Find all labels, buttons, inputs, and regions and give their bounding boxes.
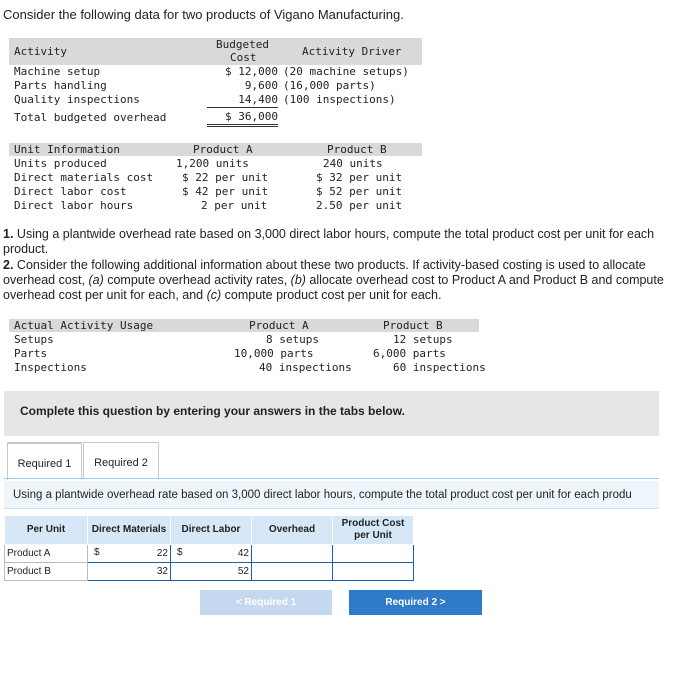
unit-row-label: Units produced xyxy=(14,157,107,170)
unit-row-a: $ 42 per unit xyxy=(182,185,269,198)
activity-cost: $ 12,000 xyxy=(225,65,278,78)
product-a-header: Product A xyxy=(193,143,253,156)
direct-materials-input[interactable]: 32 xyxy=(88,563,171,581)
activity-cost: 14,400 xyxy=(207,93,278,108)
activity-name: Machine setup xyxy=(14,65,101,78)
product-b-header: Product B xyxy=(327,143,387,156)
usage-row-label: Setups xyxy=(14,333,54,346)
unit-row-label: Direct materials cost xyxy=(14,171,154,184)
unit-row-b: $ 52 per unit xyxy=(316,185,403,198)
col-direct-materials: Direct Materials xyxy=(88,516,171,545)
unit-row-a: 1,200 units xyxy=(176,157,249,170)
tab-required-1[interactable]: Required 1 xyxy=(7,442,82,480)
usage-a-header: Product A xyxy=(249,319,309,332)
unit-row-b: 2.50 per unit xyxy=(316,199,403,212)
complete-banner: Complete this question by entering your answers in the tabs below. xyxy=(4,391,659,436)
unit-row-label: Direct labor cost xyxy=(14,185,127,198)
unit-row-b: 240 units xyxy=(323,157,383,170)
direct-labor-input[interactable]: 52 xyxy=(171,563,252,581)
prev-button[interactable]: < Required 1 xyxy=(200,590,332,615)
usage-header: Actual Activity Usage xyxy=(14,319,154,332)
activity-driver: (100 inspections) xyxy=(283,93,396,106)
col-direct-labor: Direct Labor xyxy=(171,516,252,545)
question-2: 2. Consider the following additional information about these two products. If activity-based costing is used to allocate overhead cost, (a) compute overhead activity rates, (b) allocate overhead cost to Product A and Product B and compute overhead cost per unit for each, and (c) compute product cost per unit for each. xyxy=(3,258,664,302)
table-row xyxy=(5,545,414,563)
unit-row-a: $ 22 per unit xyxy=(182,171,269,184)
usage-row-label: Inspections xyxy=(14,361,87,374)
activity-name: Quality inspections xyxy=(14,93,140,106)
budgeted-header-1: Budgeted xyxy=(216,38,269,51)
activity-name: Parts handling xyxy=(14,79,107,92)
unit-row-a: 2 per unit xyxy=(201,199,268,212)
driver-header: Activity Driver xyxy=(302,45,402,58)
question-1: 1. Using a plantwide overhead rate based on 3,000 direct labor hours, compute the total product cost per unit for each product. xyxy=(3,227,655,256)
col-overhead: Overhead xyxy=(252,516,333,545)
usage-row-a: 40 inspections xyxy=(259,361,352,374)
usage-row-b: 6,000 parts xyxy=(373,347,446,360)
unit-header: Unit Information xyxy=(14,143,120,156)
answer-table xyxy=(4,515,414,581)
intro-text: Consider the following data for two products of Vigano Manufacturing. xyxy=(3,7,404,22)
table-row xyxy=(5,563,414,581)
total-overhead-label: Total budgeted overhead xyxy=(14,111,167,124)
direct-labor-input[interactable]: $ 42 xyxy=(171,545,252,563)
product-cost-input[interactable] xyxy=(333,563,414,581)
usage-b-header: Product B xyxy=(383,319,443,332)
usage-row-b: 12 setups xyxy=(393,333,453,346)
product-cost-input[interactable] xyxy=(333,545,414,563)
budgeted-header-2: Cost xyxy=(230,51,257,64)
usage-row-label: Parts xyxy=(14,347,48,360)
usage-row-b: 60 inspections xyxy=(393,361,486,374)
activity-driver: (16,000 parts) xyxy=(283,79,376,92)
col-per-unit: Per Unit xyxy=(5,516,88,545)
activity-header: Activity xyxy=(14,45,67,58)
next-button[interactable]: Required 2 > xyxy=(349,590,482,615)
unit-row-b: $ 32 per unit xyxy=(316,171,403,184)
row-label: Product A xyxy=(5,545,88,563)
total-overhead-value: $ 36,000 xyxy=(207,110,278,127)
tab-required-2[interactable]: Required 2 xyxy=(83,442,159,479)
unit-row-label: Direct labor hours xyxy=(14,199,134,212)
col-product-cost: Product Cost per Unit xyxy=(333,516,414,545)
overhead-input[interactable] xyxy=(252,545,333,563)
overhead-input[interactable] xyxy=(252,563,333,581)
instruction-bar: Using a plantwide overhead rate based on 3,000 direct labor hours, compute the total product cost per unit for each produ xyxy=(4,481,659,509)
tab-divider xyxy=(4,478,659,479)
usage-row-a: 8 setups xyxy=(266,333,319,346)
activity-cost: 9,600 xyxy=(244,79,278,92)
activity-driver: (20 machine setups) xyxy=(283,65,409,78)
usage-row-a: 10,000 parts xyxy=(234,347,314,360)
direct-materials-input[interactable]: $ 22 xyxy=(88,545,171,563)
row-label: Product B xyxy=(5,563,88,581)
